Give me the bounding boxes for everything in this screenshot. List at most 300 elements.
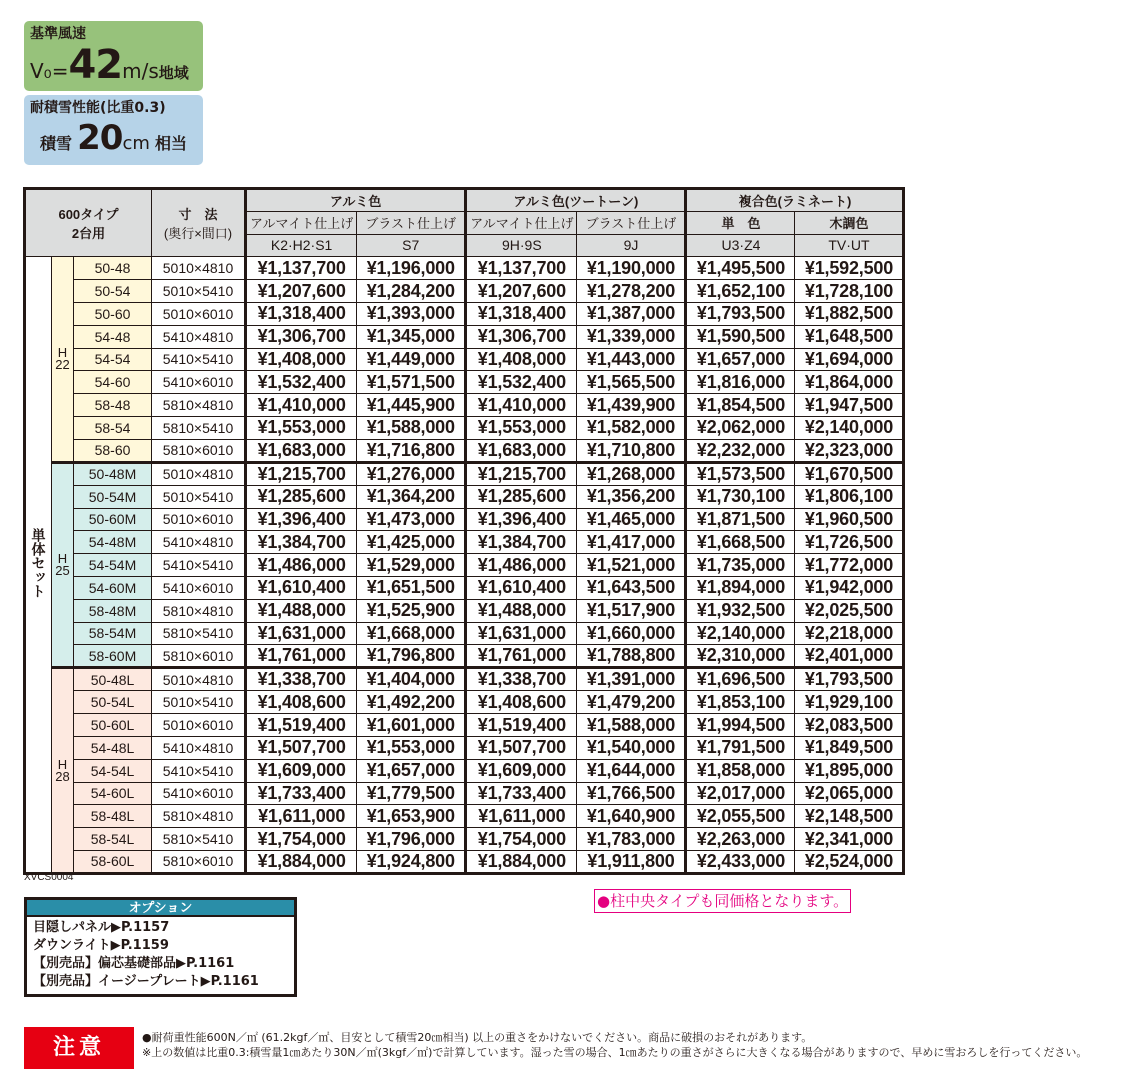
price-cell: ¥1,683,000 xyxy=(246,439,357,462)
wind-speed-label: 基準風速 xyxy=(30,26,86,42)
model-code: 54-48L xyxy=(74,736,152,759)
dimension: 5010×5410 xyxy=(152,485,246,508)
price-cell: ¥1,590,500 xyxy=(686,325,795,348)
price-cell: ¥1,488,000 xyxy=(246,599,357,622)
price-cell: ¥1,465,000 xyxy=(577,508,686,531)
price-cell: ¥1,507,700 xyxy=(466,736,577,759)
price-cell: ¥1,648,500 xyxy=(795,325,904,348)
price-cell: ¥2,148,500 xyxy=(795,805,904,828)
price-cell: ¥1,588,000 xyxy=(577,714,686,737)
wind-prefix: V₀= xyxy=(30,59,69,83)
price-cell: ¥1,793,500 xyxy=(686,302,795,325)
table-row xyxy=(25,554,904,577)
price-cell: ¥1,519,400 xyxy=(466,714,577,737)
price-cell: ¥1,488,000 xyxy=(466,599,577,622)
price-cell: ¥1,668,500 xyxy=(686,531,795,554)
option-item-easy-plate[interactable]: 【別売品】イージープレート▶P.1161 xyxy=(33,974,259,989)
price-cell: ¥1,473,000 xyxy=(357,508,466,531)
price-cell: ¥1,417,000 xyxy=(577,531,686,554)
wind-unit: m/s xyxy=(122,59,159,83)
table-row xyxy=(25,485,904,508)
product-code-reference: XVCS0004 xyxy=(24,872,74,883)
price-cell: ¥1,779,500 xyxy=(357,782,466,805)
dimension: 5410×5410 xyxy=(152,759,246,782)
model-code: 58-60L xyxy=(74,850,152,873)
model-code: 50-60M xyxy=(74,508,152,531)
price-cell: ¥1,631,000 xyxy=(246,622,357,645)
price-table xyxy=(23,187,905,875)
table-row xyxy=(25,531,904,554)
options-box xyxy=(24,897,297,997)
height-group-label xyxy=(52,462,74,668)
price-cell: ¥1,609,000 xyxy=(466,759,577,782)
price-cell: ¥1,716,800 xyxy=(357,439,466,462)
options-list xyxy=(27,917,294,994)
price-cell: ¥1,849,500 xyxy=(795,736,904,759)
model-code: 50-48 xyxy=(74,257,152,280)
table-row xyxy=(25,782,904,805)
price-cell: ¥1,858,000 xyxy=(686,759,795,782)
price-cell: ¥1,215,700 xyxy=(466,462,577,485)
price-cell: ¥2,401,000 xyxy=(795,645,904,668)
price-cell: ¥1,884,000 xyxy=(246,850,357,873)
price-cell: ¥2,323,000 xyxy=(795,439,904,462)
price-cell: ¥1,735,000 xyxy=(686,554,795,577)
finish-header: ブラスト仕上げ xyxy=(357,211,466,234)
price-cell: ¥1,573,500 xyxy=(686,462,795,485)
price-cell: ¥1,345,000 xyxy=(357,325,466,348)
model-code: 58-54M xyxy=(74,622,152,645)
dimension: 5810×5410 xyxy=(152,828,246,851)
finish-header: 木調色 xyxy=(795,211,904,234)
color-code: 9H·9S xyxy=(466,234,577,257)
price-cell: ¥1,854,500 xyxy=(686,394,795,417)
color-code: U3·Z4 xyxy=(686,234,795,257)
price-cell: ¥2,232,000 xyxy=(686,439,795,462)
table-row xyxy=(25,302,904,325)
wind-speed-value xyxy=(30,43,197,95)
price-cell: ¥1,644,000 xyxy=(577,759,686,782)
price-cell: ¥1,571,500 xyxy=(357,371,466,394)
snow-number: 20 xyxy=(77,118,123,158)
price-cell: ¥1,788,800 xyxy=(577,645,686,668)
model-code: 54-60M xyxy=(74,576,152,599)
model-code: 54-60 xyxy=(74,371,152,394)
finish-header: ブラスト仕上げ xyxy=(577,211,686,234)
price-cell: ¥1,932,500 xyxy=(686,599,795,622)
dimension: 5410×5410 xyxy=(152,348,246,371)
price-cell: ¥2,055,500 xyxy=(686,805,795,828)
price-cell: ¥1,816,000 xyxy=(686,371,795,394)
model-code: 50-54 xyxy=(74,280,152,303)
price-cell: ¥1,882,500 xyxy=(795,302,904,325)
price-cell: ¥1,391,000 xyxy=(577,668,686,691)
price-cell: ¥1,519,400 xyxy=(246,714,357,737)
dimension: 5410×6010 xyxy=(152,371,246,394)
set-type-label xyxy=(25,257,52,874)
price-cell: ¥1,338,700 xyxy=(246,668,357,691)
price-cell: ¥1,601,000 xyxy=(357,714,466,737)
price-cell: ¥1,492,200 xyxy=(357,691,466,714)
caution-text xyxy=(142,1030,1087,1060)
price-cell: ¥1,947,500 xyxy=(795,394,904,417)
price-cell: ¥1,657,000 xyxy=(357,759,466,782)
table-row xyxy=(25,508,904,531)
model-code: 58-48M xyxy=(74,599,152,622)
finish-header: 単 色 xyxy=(686,211,795,234)
price-cell: ¥1,306,700 xyxy=(246,325,357,348)
price-cell: ¥1,521,000 xyxy=(577,554,686,577)
set-type-text: 単体セット xyxy=(30,528,47,599)
model-code: 50-48L xyxy=(74,668,152,691)
price-cell: ¥1,278,200 xyxy=(577,280,686,303)
color-group-header: アルミ色(ツートーン) xyxy=(466,189,686,212)
height-prefix: H xyxy=(57,756,68,772)
price-cell: ¥1,445,900 xyxy=(357,394,466,417)
price-cell: ¥1,439,900 xyxy=(577,394,686,417)
model-code: 54-60L xyxy=(74,782,152,805)
corner-title-line2: 2台用 xyxy=(71,226,106,242)
table-row xyxy=(25,850,904,873)
price-cell: ¥1,408,000 xyxy=(466,348,577,371)
price-cell: ¥1,651,500 xyxy=(357,576,466,599)
dimension: 5410×4810 xyxy=(152,736,246,759)
model-code: 58-48L xyxy=(74,805,152,828)
price-cell: ¥1,653,900 xyxy=(357,805,466,828)
dimension: 5810×4810 xyxy=(152,394,246,417)
height-value: 25 xyxy=(55,563,70,579)
table-row xyxy=(25,394,904,417)
price-cell: ¥1,553,000 xyxy=(466,416,577,439)
dimension: 5410×4810 xyxy=(152,531,246,554)
dimension: 5810×6010 xyxy=(152,850,246,873)
table-row xyxy=(25,325,904,348)
price-cell: ¥2,083,500 xyxy=(795,714,904,737)
price-cell: ¥1,610,400 xyxy=(246,576,357,599)
color-code: S7 xyxy=(357,234,466,257)
price-cell: ¥1,853,100 xyxy=(686,691,795,714)
price-cell: ¥1,408,000 xyxy=(246,348,357,371)
table-row xyxy=(25,280,904,303)
snow-suffix: 相当 xyxy=(154,134,187,153)
table-row xyxy=(25,736,904,759)
model-code: 54-48M xyxy=(74,531,152,554)
color-group-header: 複合色(ラミネート) xyxy=(686,189,904,212)
price-cell: ¥1,443,000 xyxy=(577,348,686,371)
price-cell: ¥1,387,000 xyxy=(577,302,686,325)
options-title: オプション xyxy=(27,900,294,917)
price-cell: ¥1,207,600 xyxy=(246,280,357,303)
price-cell: ¥1,285,600 xyxy=(466,485,577,508)
price-cell: ¥1,540,000 xyxy=(577,736,686,759)
price-cell: ¥1,190,000 xyxy=(577,257,686,280)
model-code: 50-54L xyxy=(74,691,152,714)
price-cell: ¥1,592,500 xyxy=(795,257,904,280)
table-row xyxy=(25,805,904,828)
price-cell: ¥1,507,700 xyxy=(246,736,357,759)
price-cell: ¥1,733,400 xyxy=(466,782,577,805)
price-cell: ¥1,588,000 xyxy=(357,416,466,439)
wind-speed-badge xyxy=(24,21,203,91)
corner-title-line1: 600タイプ xyxy=(58,207,119,223)
model-code: 58-54L xyxy=(74,828,152,851)
model-code: 54-54L xyxy=(74,759,152,782)
height-value: 22 xyxy=(55,357,70,373)
price-cell: ¥1,668,000 xyxy=(357,622,466,645)
price-cell: ¥1,410,000 xyxy=(246,394,357,417)
dimension: 5410×5410 xyxy=(152,554,246,577)
table-row xyxy=(25,371,904,394)
table-row xyxy=(25,622,904,645)
price-cell: ¥1,517,900 xyxy=(577,599,686,622)
snow-unit: cm xyxy=(122,133,150,154)
price-cell: ¥1,871,500 xyxy=(686,508,795,531)
price-cell: ¥1,761,000 xyxy=(246,645,357,668)
price-cell: ¥1,657,000 xyxy=(686,348,795,371)
price-cell: ¥1,565,500 xyxy=(577,371,686,394)
price-cell: ¥1,726,500 xyxy=(795,531,904,554)
price-cell: ¥1,410,000 xyxy=(466,394,577,417)
price-cell: ¥1,486,000 xyxy=(466,554,577,577)
dimension: 5010×6010 xyxy=(152,302,246,325)
table-row xyxy=(25,668,904,691)
model-code: 50-60L xyxy=(74,714,152,737)
price-cell: ¥1,754,000 xyxy=(466,828,577,851)
price-cell: ¥2,310,000 xyxy=(686,645,795,668)
price-cell: ¥1,696,500 xyxy=(686,668,795,691)
price-cell: ¥1,761,000 xyxy=(466,645,577,668)
price-cell: ¥1,683,000 xyxy=(466,439,577,462)
price-cell: ¥1,306,700 xyxy=(466,325,577,348)
table-row xyxy=(25,416,904,439)
color-code: TV·UT xyxy=(795,234,904,257)
price-cell: ¥1,643,500 xyxy=(577,576,686,599)
dimension: 5810×4810 xyxy=(152,599,246,622)
dimension: 5410×6010 xyxy=(152,576,246,599)
size-header-line2: (奥行×間口) xyxy=(163,226,233,242)
price-cell: ¥1,884,000 xyxy=(466,850,577,873)
model-code: 50-48M xyxy=(74,462,152,485)
price-cell: ¥1,924,800 xyxy=(357,850,466,873)
dimension: 5010×6010 xyxy=(152,714,246,737)
price-cell: ¥1,911,800 xyxy=(577,850,686,873)
dimension: 5810×5410 xyxy=(152,416,246,439)
dimension: 5010×4810 xyxy=(152,668,246,691)
price-cell: ¥1,582,000 xyxy=(577,416,686,439)
price-cell: ¥1,364,200 xyxy=(357,485,466,508)
caution-line: ●耐荷重性能600N／㎡ (61.2kgf／㎡、目安として積雪20㎝相当) 以上の重さをかけないでください。商品に破損のおそれがあります。 xyxy=(142,1031,813,1044)
model-code: 58-54 xyxy=(74,416,152,439)
dimension: 5010×5410 xyxy=(152,691,246,714)
price-cell: ¥1,611,000 xyxy=(246,805,357,828)
price-cell: ¥1,553,000 xyxy=(246,416,357,439)
price-cell: ¥1,766,500 xyxy=(577,782,686,805)
dimension: 5810×5410 xyxy=(152,622,246,645)
price-cell: ¥1,631,000 xyxy=(466,622,577,645)
model-code: 54-54 xyxy=(74,348,152,371)
model-code: 58-60M xyxy=(74,645,152,668)
snow-load-badge xyxy=(24,95,203,165)
option-item-downlight[interactable]: ダウンライト▶P.1159 xyxy=(33,938,169,953)
color-code: 9J xyxy=(577,234,686,257)
price-cell: ¥1,425,000 xyxy=(357,531,466,554)
dimension: 5010×4810 xyxy=(152,462,246,485)
model-code: 54-48 xyxy=(74,325,152,348)
price-cell: ¥1,532,400 xyxy=(466,371,577,394)
price-cell: ¥1,356,200 xyxy=(577,485,686,508)
price-cell: ¥1,611,000 xyxy=(466,805,577,828)
height-prefix: H xyxy=(57,551,68,567)
price-cell: ¥2,062,000 xyxy=(686,416,795,439)
dimension: 5010×4810 xyxy=(152,257,246,280)
price-cell: ¥1,318,400 xyxy=(466,302,577,325)
price-cell: ¥1,942,000 xyxy=(795,576,904,599)
height-value: 28 xyxy=(55,768,70,784)
price-cell: ¥1,384,700 xyxy=(246,531,357,554)
price-cell: ¥1,318,400 xyxy=(246,302,357,325)
corner-title xyxy=(25,189,152,257)
price-cell: ¥2,025,500 xyxy=(795,599,904,622)
price-cell: ¥2,263,000 xyxy=(686,828,795,851)
price-cell: ¥1,754,000 xyxy=(246,828,357,851)
price-cell: ¥1,338,700 xyxy=(466,668,577,691)
price-cell: ¥1,284,200 xyxy=(357,280,466,303)
table-row xyxy=(25,462,904,485)
price-cell: ¥2,433,000 xyxy=(686,850,795,873)
price-cell: ¥1,652,100 xyxy=(686,280,795,303)
price-cell: ¥1,479,200 xyxy=(577,691,686,714)
option-item-eccentric-foundation[interactable]: 【別売品】偏芯基礎部品▶P.1161 xyxy=(33,956,235,971)
price-cell: ¥2,017,000 xyxy=(686,782,795,805)
wind-suffix: 地域 xyxy=(158,64,189,82)
price-cell: ¥1,532,400 xyxy=(246,371,357,394)
table-row xyxy=(25,599,904,622)
price-cell: ¥1,495,500 xyxy=(686,257,795,280)
size-header-line1: 寸 法 xyxy=(178,207,218,223)
price-cell: ¥1,449,000 xyxy=(357,348,466,371)
price-cell: ¥1,529,000 xyxy=(357,554,466,577)
price-cell: ¥1,960,500 xyxy=(795,508,904,531)
table-row xyxy=(25,348,904,371)
price-cell: ¥1,525,900 xyxy=(357,599,466,622)
table-row xyxy=(25,257,904,280)
price-cell: ¥1,796,800 xyxy=(357,645,466,668)
height-group-label xyxy=(52,257,74,462)
price-cell: ¥1,793,500 xyxy=(795,668,904,691)
price-cell: ¥1,733,400 xyxy=(246,782,357,805)
model-code: 54-54M xyxy=(74,554,152,577)
price-cell: ¥2,140,000 xyxy=(686,622,795,645)
dimension: 5810×6010 xyxy=(152,645,246,668)
price-cell: ¥1,791,500 xyxy=(686,736,795,759)
price-cell: ¥1,783,000 xyxy=(577,828,686,851)
price-cell: ¥1,396,400 xyxy=(466,508,577,531)
price-cell: ¥1,404,000 xyxy=(357,668,466,691)
finish-header: アルマイト仕上げ xyxy=(246,211,357,234)
price-cell: ¥1,137,700 xyxy=(466,257,577,280)
price-cell: ¥1,339,000 xyxy=(577,325,686,348)
price-cell: ¥1,207,600 xyxy=(466,280,577,303)
table-row xyxy=(25,439,904,462)
price-cell: ¥1,895,000 xyxy=(795,759,904,782)
wind-number: 42 xyxy=(68,42,123,88)
price-cell: ¥1,609,000 xyxy=(246,759,357,782)
price-cell: ¥1,486,000 xyxy=(246,554,357,577)
price-cell: ¥1,384,700 xyxy=(466,531,577,554)
model-code: 50-54M xyxy=(74,485,152,508)
size-header xyxy=(152,189,246,257)
model-code: 58-60 xyxy=(74,439,152,462)
price-cell: ¥1,408,600 xyxy=(466,691,577,714)
table-row xyxy=(25,691,904,714)
price-cell: ¥1,553,000 xyxy=(357,736,466,759)
price-cell: ¥1,730,100 xyxy=(686,485,795,508)
table-row xyxy=(25,714,904,737)
price-cell: ¥1,276,000 xyxy=(357,462,466,485)
price-cell: ¥2,065,000 xyxy=(795,782,904,805)
price-cell: ¥1,796,000 xyxy=(357,828,466,851)
height-group-label xyxy=(52,668,74,874)
price-cell: ¥1,285,600 xyxy=(246,485,357,508)
table-row xyxy=(25,645,904,668)
price-cell: ¥1,728,100 xyxy=(795,280,904,303)
table-row xyxy=(25,828,904,851)
color-group-header: アルミ色 xyxy=(246,189,466,212)
price-cell: ¥1,994,500 xyxy=(686,714,795,737)
price-cell: ¥2,218,000 xyxy=(795,622,904,645)
caution-line: ※上の数値は比重0.3:積雪量1㎝あたり30N／㎡(3kgf／㎡)で計算しています。湿った雪の場合、1㎝あたりの重さがさらに大きくなる場合がありますので、早めに雪おろしを行ってください。 xyxy=(142,1046,1088,1059)
center-post-price-note: ●柱中央タイプも同価格となります。 xyxy=(594,889,851,913)
finish-header: アルマイト仕上げ xyxy=(466,211,577,234)
model-code: 58-48 xyxy=(74,394,152,417)
price-cell: ¥2,341,000 xyxy=(795,828,904,851)
price-cell: ¥1,196,000 xyxy=(357,257,466,280)
price-cell: ¥1,137,700 xyxy=(246,257,357,280)
dimension: 5010×6010 xyxy=(152,508,246,531)
price-cell: ¥1,660,000 xyxy=(577,622,686,645)
dimension: 5410×4810 xyxy=(152,325,246,348)
price-cell: ¥1,215,700 xyxy=(246,462,357,485)
table-row xyxy=(25,759,904,782)
price-cell: ¥1,894,000 xyxy=(686,576,795,599)
price-cell: ¥1,929,100 xyxy=(795,691,904,714)
price-cell: ¥2,140,000 xyxy=(795,416,904,439)
price-table-body xyxy=(25,257,904,874)
dimension: 5010×5410 xyxy=(152,280,246,303)
price-cell: ¥1,640,900 xyxy=(577,805,686,828)
dimension: 5810×4810 xyxy=(152,805,246,828)
price-cell: ¥1,864,000 xyxy=(795,371,904,394)
price-cell: ¥1,610,400 xyxy=(466,576,577,599)
price-cell: ¥1,772,000 xyxy=(795,554,904,577)
price-cell: ¥1,806,100 xyxy=(795,485,904,508)
price-cell: ¥1,393,000 xyxy=(357,302,466,325)
price-cell: ¥1,268,000 xyxy=(577,462,686,485)
option-item-screen-panel[interactable]: 目隠しパネル▶P.1157 xyxy=(33,920,170,935)
price-cell: ¥1,396,400 xyxy=(246,508,357,531)
price-cell: ¥1,670,500 xyxy=(795,462,904,485)
price-cell: ¥2,524,000 xyxy=(795,850,904,873)
snow-load-value xyxy=(30,117,197,165)
price-cell: ¥1,710,800 xyxy=(577,439,686,462)
dimension: 5810×6010 xyxy=(152,439,246,462)
model-code: 50-60 xyxy=(74,302,152,325)
table-row xyxy=(25,576,904,599)
snow-load-label: 耐積雪性能(比重0.3) xyxy=(30,100,166,116)
caution-label: 注意 xyxy=(24,1027,134,1069)
dimension: 5410×6010 xyxy=(152,782,246,805)
color-code: K2·H2·S1 xyxy=(246,234,357,257)
